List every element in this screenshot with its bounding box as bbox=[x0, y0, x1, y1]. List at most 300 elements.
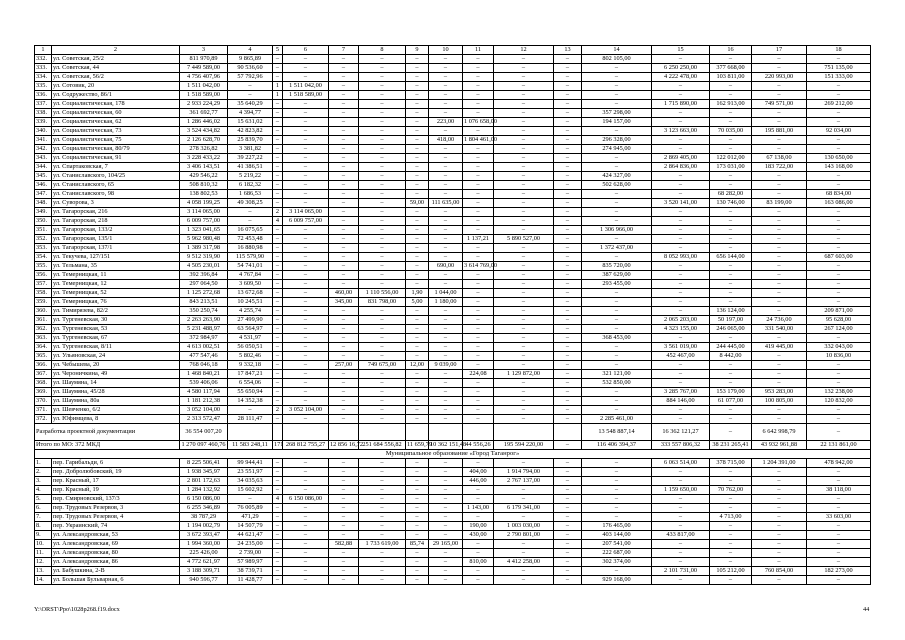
table-row bbox=[35, 190, 871, 199]
value-cell: – bbox=[554, 181, 582, 190]
value-cell: 3 285 767,00 bbox=[652, 388, 710, 397]
value-cell: – bbox=[359, 415, 406, 424]
value-cell: 72 453,48 bbox=[228, 235, 273, 244]
address-cell: ул. Юфимцева, 8 bbox=[52, 415, 180, 424]
value-cell: – bbox=[652, 190, 710, 199]
value-cell: – bbox=[406, 316, 429, 325]
value-cell: – bbox=[652, 406, 710, 415]
value-cell: – bbox=[406, 280, 429, 289]
value-cell: – bbox=[554, 190, 582, 199]
value-cell: – bbox=[329, 55, 359, 64]
address-cell: ул. Тургеневская, 8/11 bbox=[52, 343, 180, 352]
value-cell: 57 989,97 bbox=[228, 558, 273, 567]
value-cell: – bbox=[429, 325, 463, 334]
value-cell: 83 199,00 bbox=[752, 199, 807, 208]
value-cell: – bbox=[807, 540, 871, 549]
value-cell: – bbox=[752, 334, 807, 343]
value-cell: – bbox=[752, 280, 807, 289]
column-number-row bbox=[35, 46, 871, 55]
value-cell: – bbox=[429, 576, 463, 585]
value-cell: – bbox=[359, 163, 406, 172]
value-cell: – bbox=[283, 271, 329, 280]
value-cell: – bbox=[582, 154, 652, 163]
value-cell: – bbox=[429, 73, 463, 82]
value-cell: – bbox=[582, 73, 652, 82]
table-row bbox=[35, 136, 871, 145]
value-cell: – bbox=[273, 397, 283, 406]
address-cell: ул. Суворова, 3 bbox=[52, 199, 180, 208]
value-cell: – bbox=[406, 118, 429, 127]
row-number-cell: 348. bbox=[35, 199, 52, 208]
value-cell: – bbox=[582, 91, 652, 100]
value-cell: 4 bbox=[273, 495, 283, 504]
value-cell: – bbox=[807, 136, 871, 145]
value-cell: – bbox=[494, 181, 554, 190]
value-cell: – bbox=[329, 379, 359, 388]
value-cell: – bbox=[494, 190, 554, 199]
value-cell: – bbox=[463, 513, 494, 522]
value-cell: 884 146,00 bbox=[652, 397, 710, 406]
value-cell: – bbox=[359, 316, 406, 325]
value-cell: 378 715,00 bbox=[710, 459, 752, 468]
value-cell: – bbox=[582, 567, 652, 576]
value-cell: – bbox=[463, 217, 494, 226]
value-cell: – bbox=[273, 334, 283, 343]
value-cell: – bbox=[406, 459, 429, 468]
value-cell: – bbox=[463, 343, 494, 352]
value-cell: – bbox=[554, 495, 582, 504]
value-cell: – bbox=[273, 154, 283, 163]
value-cell: – bbox=[406, 325, 429, 334]
address-cell: пер. Красный, 19 bbox=[52, 486, 180, 495]
address-cell: ул. Александровская, 53 bbox=[52, 531, 180, 540]
value-cell: – bbox=[463, 415, 494, 424]
value-cell: – bbox=[554, 406, 582, 415]
value-cell: – bbox=[807, 477, 871, 486]
value-cell: 6 182,32 bbox=[228, 181, 273, 190]
value-cell: – bbox=[406, 504, 429, 513]
value-cell: – bbox=[283, 73, 329, 82]
value-cell: 222 687,00 bbox=[582, 549, 652, 558]
value-cell: – bbox=[463, 226, 494, 235]
value-cell: – bbox=[273, 298, 283, 307]
value-cell: – bbox=[652, 55, 710, 64]
value-cell: 6 179 341,00 bbox=[494, 504, 554, 513]
value-cell: – bbox=[429, 558, 463, 567]
value-cell: – bbox=[554, 361, 582, 370]
value-cell: – bbox=[652, 576, 710, 585]
value-cell: – bbox=[554, 118, 582, 127]
value-cell: – bbox=[494, 361, 554, 370]
value-cell: – bbox=[554, 217, 582, 226]
value-cell: – bbox=[752, 289, 807, 298]
value-cell: – bbox=[807, 504, 871, 513]
value-cell: 1 468 840,21 bbox=[180, 370, 228, 379]
value-cell: – bbox=[406, 567, 429, 576]
value-cell: – bbox=[329, 406, 359, 415]
total-row bbox=[35, 441, 871, 450]
table-row bbox=[35, 334, 871, 343]
value-cell: – bbox=[807, 181, 871, 190]
row-number-cell: 3. bbox=[35, 477, 52, 486]
capital-repair-table bbox=[34, 45, 871, 585]
value-cell: 267 124,00 bbox=[807, 325, 871, 334]
value-cell: 2 263 263,90 bbox=[180, 316, 228, 325]
value-cell: – bbox=[463, 73, 494, 82]
value-cell: – bbox=[359, 73, 406, 82]
value-cell: – bbox=[429, 334, 463, 343]
row-number-cell: 350. bbox=[35, 217, 52, 226]
value-cell: 331 540,00 bbox=[752, 325, 807, 334]
table-row bbox=[35, 262, 871, 271]
value-cell: – bbox=[463, 388, 494, 397]
value-cell: – bbox=[710, 406, 752, 415]
value-cell: 1 bbox=[273, 91, 283, 100]
value-cell: – bbox=[429, 549, 463, 558]
value-cell: 257,00 bbox=[329, 361, 359, 370]
table-row bbox=[35, 576, 871, 585]
total-value-cell: 43 932 961,88 bbox=[752, 441, 807, 450]
value-cell: – bbox=[273, 253, 283, 262]
row-number-cell: 352. bbox=[35, 235, 52, 244]
value-cell: – bbox=[554, 486, 582, 495]
value-cell: – bbox=[273, 172, 283, 181]
row-number-cell: 333. bbox=[35, 64, 52, 73]
value-cell: – bbox=[652, 181, 710, 190]
value-cell: 24 736,00 bbox=[752, 316, 807, 325]
value-cell: – bbox=[359, 91, 406, 100]
value-cell: 23 551,97 bbox=[228, 468, 273, 477]
value-cell: – bbox=[359, 486, 406, 495]
value-cell: – bbox=[710, 262, 752, 271]
value-cell: – bbox=[359, 468, 406, 477]
total-value-cell: 171 bbox=[274, 441, 284, 448]
value-cell: – bbox=[582, 64, 652, 73]
value-cell: – bbox=[283, 325, 329, 334]
value-cell: 183 722,00 bbox=[752, 163, 807, 172]
value-cell: – bbox=[710, 522, 752, 531]
value-cell: 3 228 433,22 bbox=[180, 154, 228, 163]
value-cell: – bbox=[429, 208, 463, 217]
value-cell: 49 308,25 bbox=[228, 199, 273, 208]
value-cell: – bbox=[406, 172, 429, 181]
value-cell: – bbox=[554, 307, 582, 316]
value-cell: – bbox=[406, 513, 429, 522]
value-cell: 2 bbox=[273, 406, 283, 415]
value-cell: – bbox=[494, 495, 554, 504]
value-cell: – bbox=[752, 91, 807, 100]
value-cell: 34 035,63 bbox=[228, 477, 273, 486]
value-cell: 296 328,00 bbox=[582, 136, 652, 145]
value-cell: – bbox=[463, 325, 494, 334]
value-cell: – bbox=[406, 558, 429, 567]
value-cell: – bbox=[494, 316, 554, 325]
value-cell: 1 125 272,68 bbox=[180, 289, 228, 298]
value-cell: – bbox=[359, 190, 406, 199]
row-number-cell: 372. bbox=[35, 415, 52, 424]
value-cell: 929 168,00 bbox=[582, 576, 652, 585]
value-cell: 1 938 345,97 bbox=[180, 468, 228, 477]
value-cell: – bbox=[406, 82, 429, 91]
row-number-cell: 339. bbox=[35, 118, 52, 127]
value-cell: 1 204 391,00 bbox=[752, 459, 807, 468]
value-cell: – bbox=[710, 91, 752, 100]
value-cell: – bbox=[283, 280, 329, 289]
value-cell: – bbox=[406, 109, 429, 118]
value-cell: 223,00 bbox=[429, 118, 463, 127]
address-cell: пер. Трудовых Резервов, 4 bbox=[52, 513, 180, 522]
value-cell: – bbox=[710, 289, 752, 298]
value-cell: 2 739,00 bbox=[228, 549, 273, 558]
value-cell: – bbox=[582, 343, 652, 352]
value-cell: – bbox=[359, 199, 406, 208]
address-cell: пер. Добролюбовский, 19 bbox=[52, 468, 180, 477]
value-cell: – bbox=[582, 325, 652, 334]
value-cell: – bbox=[406, 244, 429, 253]
value-cell: 5,00 bbox=[406, 298, 429, 307]
value-cell: – bbox=[329, 271, 359, 280]
value-cell: – bbox=[329, 163, 359, 172]
table-row bbox=[35, 397, 871, 406]
value-cell: – bbox=[463, 55, 494, 64]
value-cell: – bbox=[710, 208, 752, 217]
value-cell: – bbox=[752, 190, 807, 199]
value-cell: 1 bbox=[273, 82, 283, 91]
value-cell: 67 138,00 bbox=[752, 154, 807, 163]
value-cell: 1 180,00 bbox=[429, 298, 463, 307]
table-row bbox=[35, 64, 871, 73]
address-cell: ул. Тургеневская, 30 bbox=[52, 316, 180, 325]
value-cell: – bbox=[273, 361, 283, 370]
value-cell: – bbox=[463, 253, 494, 262]
table-row bbox=[35, 298, 871, 307]
address-cell: ул. Тагарорская, 216 bbox=[52, 208, 180, 217]
value-cell: – bbox=[807, 109, 871, 118]
value-cell: – bbox=[273, 504, 283, 513]
value-cell: – bbox=[406, 64, 429, 73]
value-cell: – bbox=[283, 370, 329, 379]
value-cell: – bbox=[329, 82, 359, 91]
value-cell: – bbox=[554, 226, 582, 235]
value-cell: – bbox=[710, 495, 752, 504]
row-number-cell: 8. bbox=[35, 522, 52, 531]
table-row bbox=[35, 118, 871, 127]
value-cell: – bbox=[429, 64, 463, 73]
value-cell: – bbox=[359, 307, 406, 316]
column-number-cell: 7 bbox=[329, 46, 359, 55]
value-cell: 209 871,00 bbox=[807, 307, 871, 316]
value-cell: 103 811,00 bbox=[710, 73, 752, 82]
value-cell: – bbox=[406, 576, 429, 585]
value-cell: 9 039,00 bbox=[429, 361, 463, 370]
value-cell: – bbox=[494, 127, 554, 136]
row-number-cell: 342. bbox=[35, 145, 52, 154]
value-cell: – bbox=[807, 468, 871, 477]
value-cell: – bbox=[273, 280, 283, 289]
value-cell: – bbox=[582, 459, 652, 468]
table-row bbox=[35, 415, 871, 424]
value-cell: – bbox=[463, 486, 494, 495]
row-number-cell: 9. bbox=[35, 531, 52, 540]
value-cell: – bbox=[429, 495, 463, 504]
value-cell: 95 628,00 bbox=[807, 316, 871, 325]
value-cell: – bbox=[652, 262, 710, 271]
value-cell: – bbox=[283, 253, 329, 262]
value-cell: – bbox=[494, 459, 554, 468]
value-cell: – bbox=[752, 522, 807, 531]
value-cell: – bbox=[494, 388, 554, 397]
value-cell: – bbox=[429, 504, 463, 513]
value-cell: 122 012,00 bbox=[710, 154, 752, 163]
value-cell: 3 123 663,00 bbox=[652, 127, 710, 136]
value-cell: – bbox=[429, 522, 463, 531]
value-cell: 6 642 998,79 bbox=[752, 424, 807, 441]
value-cell: – bbox=[429, 280, 463, 289]
row-number-cell: 7. bbox=[35, 513, 52, 522]
value-cell: – bbox=[807, 289, 871, 298]
value-cell: – bbox=[463, 361, 494, 370]
value-cell: – bbox=[807, 91, 871, 100]
value-cell: 225 426,00 bbox=[180, 549, 228, 558]
value-cell: – bbox=[710, 235, 752, 244]
table-row bbox=[35, 567, 871, 576]
value-cell: 1 518 589,00 bbox=[180, 91, 228, 100]
value-cell: 132 238,00 bbox=[807, 388, 871, 397]
value-cell: 2 bbox=[273, 208, 283, 217]
value-cell: – bbox=[554, 244, 582, 253]
value-cell: 4 323 155,00 bbox=[652, 325, 710, 334]
value-cell: – bbox=[329, 217, 359, 226]
value-cell: 33 603,00 bbox=[807, 513, 871, 522]
table-row bbox=[35, 244, 871, 253]
value-cell: – bbox=[710, 136, 752, 145]
value-cell: – bbox=[463, 495, 494, 504]
table-row bbox=[35, 226, 871, 235]
value-cell: – bbox=[710, 468, 752, 477]
table-row bbox=[35, 379, 871, 388]
address-cell: ул. Тургеневская, 53 bbox=[52, 325, 180, 334]
row-number-cell: 359. bbox=[35, 298, 52, 307]
value-cell: – bbox=[359, 127, 406, 136]
value-cell: – bbox=[494, 253, 554, 262]
value-cell: 2 864 836,00 bbox=[652, 163, 710, 172]
row-number-cell: 332. bbox=[35, 55, 52, 64]
value-cell: 1 003 030,00 bbox=[494, 522, 554, 531]
value-cell: – bbox=[494, 298, 554, 307]
value-cell: – bbox=[554, 379, 582, 388]
value-cell: – bbox=[710, 145, 752, 154]
value-cell: 2 790 801,00 bbox=[494, 531, 554, 540]
value-cell: – bbox=[429, 82, 463, 91]
value-cell: – bbox=[710, 217, 752, 226]
table-row bbox=[35, 163, 871, 172]
value-cell: – bbox=[652, 217, 710, 226]
value-cell: – bbox=[463, 576, 494, 585]
value-cell: 3 520 141,00 bbox=[652, 199, 710, 208]
value-cell: 419 445,00 bbox=[752, 343, 807, 352]
value-cell: 3 114 065,00 bbox=[180, 208, 228, 217]
value-cell: – bbox=[494, 540, 554, 549]
table-row bbox=[35, 531, 871, 540]
value-cell: – bbox=[273, 370, 283, 379]
value-cell: – bbox=[463, 64, 494, 73]
value-cell: 3 052 104,00 bbox=[283, 406, 329, 415]
value-cell: – bbox=[494, 244, 554, 253]
value-cell: 1 511 042,00 bbox=[283, 82, 329, 91]
value-cell: – bbox=[710, 370, 752, 379]
value-cell: 5 962 980,48 bbox=[180, 235, 228, 244]
value-cell: – bbox=[329, 154, 359, 163]
value-cell: – bbox=[329, 513, 359, 522]
value-cell: 130 650,00 bbox=[807, 154, 871, 163]
value-cell: – bbox=[406, 549, 429, 558]
value-cell: – bbox=[429, 397, 463, 406]
value-cell: – bbox=[494, 82, 554, 91]
address-cell: ул. Социалистическая, 80/79 bbox=[52, 145, 180, 154]
address-cell: пер. Гарибальди, 6 bbox=[52, 459, 180, 468]
table-row bbox=[35, 361, 871, 370]
value-cell: 1 284 132,92 bbox=[180, 486, 228, 495]
value-cell: – bbox=[406, 388, 429, 397]
value-cell: 3 052 104,00 bbox=[180, 406, 228, 415]
value-cell: – bbox=[463, 316, 494, 325]
value-cell: – bbox=[406, 495, 429, 504]
value-cell: 1 511 042,00 bbox=[180, 82, 228, 91]
value-cell: – bbox=[329, 459, 359, 468]
value-cell: – bbox=[273, 352, 283, 361]
value-cell: – bbox=[554, 531, 582, 540]
address-cell: ул. Александровская, 80 bbox=[52, 549, 180, 558]
total-value-cell: 116 406 394,37 bbox=[582, 441, 652, 450]
value-cell: 246 065,00 bbox=[710, 325, 752, 334]
value-cell: – bbox=[283, 459, 329, 468]
value-cell: – bbox=[406, 190, 429, 199]
value-cell: 478 942,00 bbox=[807, 459, 871, 468]
value-cell: – bbox=[463, 145, 494, 154]
value-cell: – bbox=[494, 217, 554, 226]
value-cell: 6 150 086,00 bbox=[283, 495, 329, 504]
value-cell: – bbox=[329, 495, 359, 504]
value-cell: 16 075,65 bbox=[228, 226, 273, 235]
address-cell: ул. Тагарорская, 133/2 bbox=[52, 226, 180, 235]
row-number-cell: 371. bbox=[35, 406, 52, 415]
value-cell: 29 165,00 bbox=[429, 540, 463, 549]
value-cell: – bbox=[359, 334, 406, 343]
value-cell: 8 225 506,41 bbox=[180, 459, 228, 468]
value-cell: – bbox=[807, 217, 871, 226]
address-cell: ул. Большая Бульварная, 6 bbox=[52, 576, 180, 585]
value-cell: – bbox=[752, 576, 807, 585]
value-cell: – bbox=[228, 495, 273, 504]
value-cell: – bbox=[283, 531, 329, 540]
value-cell: – bbox=[554, 549, 582, 558]
value-cell: – bbox=[554, 298, 582, 307]
value-cell: – bbox=[283, 361, 329, 370]
value-cell: – bbox=[554, 415, 582, 424]
value-cell: – bbox=[494, 118, 554, 127]
value-cell: 403 144,00 bbox=[582, 531, 652, 540]
value-cell: 751 135,00 bbox=[807, 64, 871, 73]
value-cell: – bbox=[359, 531, 406, 540]
row-number-cell: 358. bbox=[35, 289, 52, 298]
value-cell: – bbox=[710, 280, 752, 289]
value-cell: – bbox=[359, 271, 406, 280]
value-cell: – bbox=[752, 298, 807, 307]
value-cell: – bbox=[652, 468, 710, 477]
value-cell: – bbox=[283, 343, 329, 352]
value-cell: – bbox=[359, 343, 406, 352]
total-value-cell: 268 812 755,27 bbox=[283, 441, 329, 450]
